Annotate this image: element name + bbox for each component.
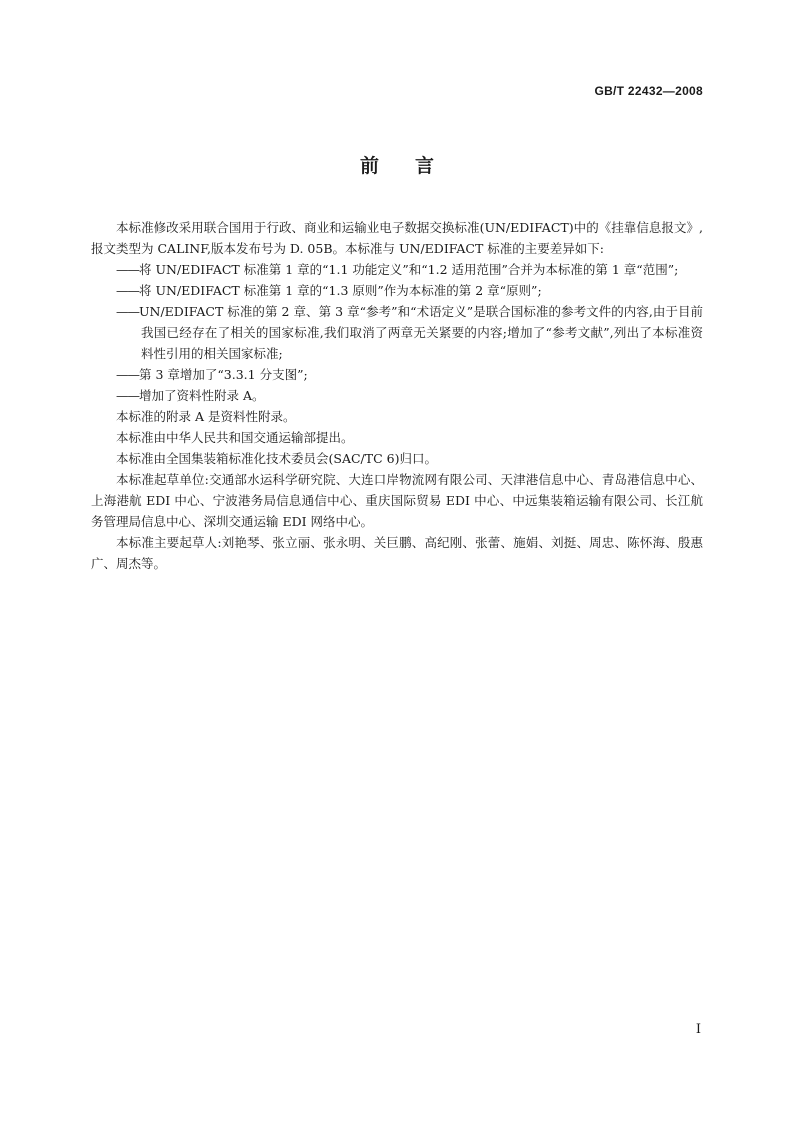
- difference-item-1: [91, 259, 703, 280]
- difference-text: 将 UN/EDIFACT 标准第 1 章的“1.3 原则”作为本标准的第 2 章“原则”;: [139, 283, 542, 298]
- difference-text: UN/EDIFACT 标准的第 2 章、第 3 章“参考”和“术语定义”是联合国标准的参考文件的内容,由于目前我国已经存在了相关的国家标准,我们取消了两章无关紧要的内容;增加了“参考文献”,列出了本标准资料性引用的相关国家标准;: [139, 304, 703, 361]
- difference-item-5: [91, 385, 703, 406]
- difference-text: 第 3 章增加了“3.3.1 分支图”;: [139, 367, 308, 382]
- page-title: 前言: [359, 155, 470, 177]
- dash-marker: ——: [116, 304, 139, 319]
- difference-text: 增加了资料性附录 A。: [139, 388, 265, 403]
- drafters-statement: 本标准主要起草人:刘艳琴、张立丽、张永明、关巨鹏、高纪刚、张蕾、施娟、刘挺、周忠、陈怀海、殷惠广、周杰等。: [91, 535, 703, 571]
- difference-text: 将 UN/EDIFACT 标准第 1 章的“1.1 功能定义”和“1.2 适用范围”合并为本标准的第 1 章“范围”;: [139, 262, 679, 277]
- difference-item-2: [91, 280, 703, 301]
- proposer-statement: 本标准由中华人民共和国交通运输部提出。: [116, 430, 354, 445]
- page-number: I: [695, 1022, 701, 1037]
- dash-marker: ——: [116, 262, 139, 277]
- foreword-body: [91, 217, 703, 574]
- dash-marker: ——: [116, 388, 139, 403]
- annex-statement: 本标准的附录 A 是资料性附录。: [116, 409, 296, 424]
- standard-code: GB/T 22432—2008: [594, 84, 703, 98]
- committee-statement: 本标准由全国集装箱标准化技术委员会(SAC/TC 6)归口。: [116, 451, 437, 466]
- dash-marker: ——: [116, 283, 139, 298]
- drafting-units-statement: 本标准起草单位:交通部水运科学研究院、大连口岸物流网有限公司、天津港信息中心、青岛港信息中心、上海港航 EDI 中心、宁波港务局信息通信中心、重庆国际贸易 EDI 中心、中远集装箱运输有限公司、长江航务管理局信息中心、深圳交通运输 EDI 网络中心。: [91, 472, 703, 529]
- difference-item-3: [91, 301, 703, 364]
- intro-paragraph: 本标准修改采用联合国用于行政、商业和运输业电子数据交换标准(UN/EDIFACT)中的《挂靠信息报文》,报文类型为 CALINF,版本发布号为 D. 05B。本标准与 UN/EDIFACT 标准的主要差异如下:: [91, 220, 703, 256]
- dash-marker: ——: [116, 367, 139, 382]
- difference-item-4: [91, 364, 703, 385]
